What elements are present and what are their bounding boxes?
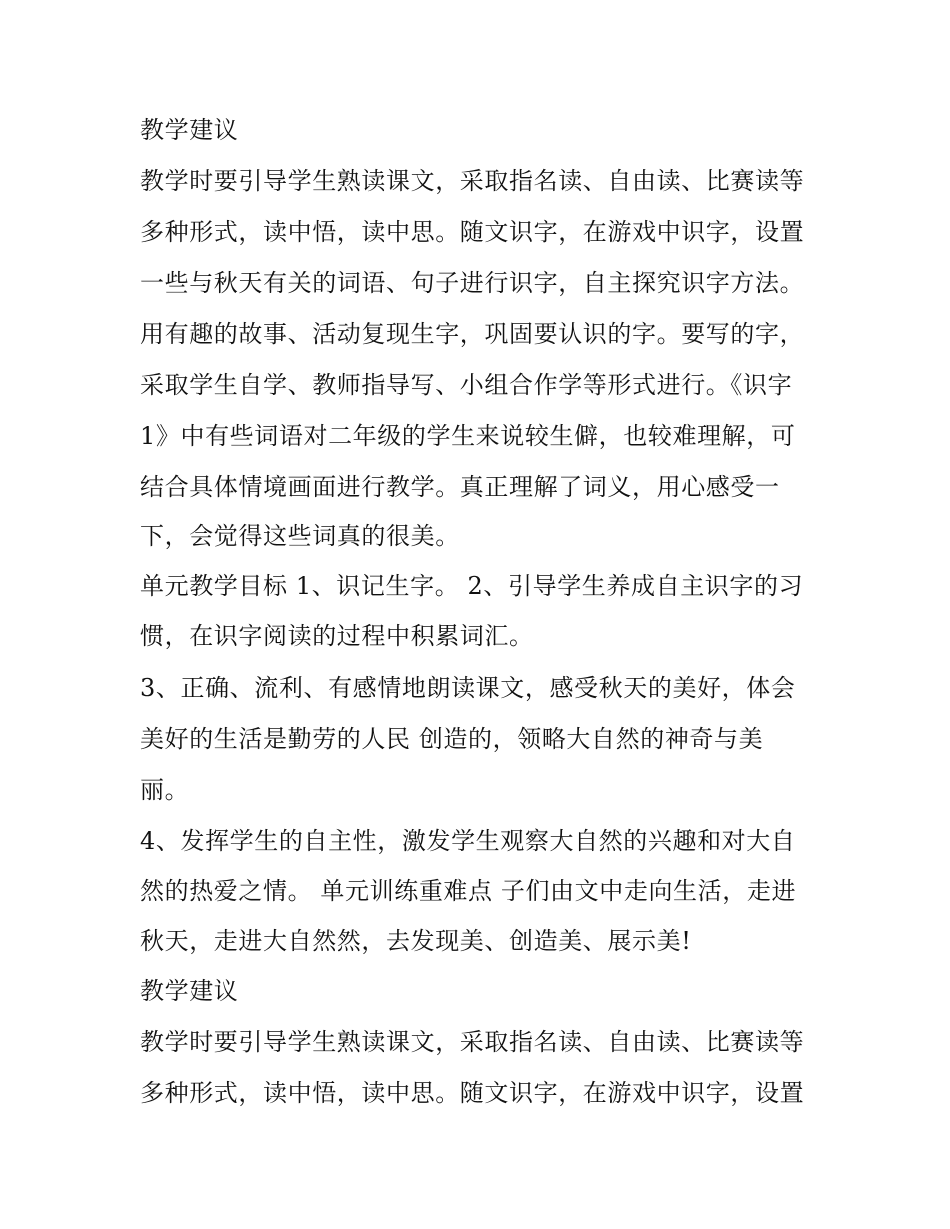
text-line: 用有趣的故事、活动复现生字，巩固要认识的字。要写的字， — [140, 320, 805, 348]
section-heading: 教学建议 — [140, 977, 239, 1005]
text-line: 一些与秋天有关的词语、句子进行识字，自主探究识字方法。 — [140, 269, 805, 297]
text-line: 多种形式，读中悟，读中思。随文识字，在游戏中识字，设置 — [140, 218, 805, 246]
text-line: 秋天，走进大自然然，去发现美、创造美、展示美! — [140, 927, 692, 955]
text-line: 然的热爱之情。 单元训练重难点 子们由文中走向生活，走进 — [140, 877, 797, 905]
section-heading: 教学建议 — [140, 116, 239, 144]
text-line: 美好的生活是勤劳的人民 创造的，领略大自然的神奇与美 — [140, 725, 764, 753]
text-line: 结合具体情境画面进行教学。真正理解了词义，用心感受一 — [140, 473, 780, 501]
text-line: 教学时要引导学生熟读课文，采取指名读、自由读、比赛读等 — [140, 167, 805, 195]
text-line: 惯，在识字阅读的过程中积累词汇。 — [140, 622, 534, 650]
text-line: 单元教学目标 1、识记生字。 2、引导学生养成自主识字的习 — [140, 572, 804, 600]
text-line: 教学时要引导学生熟读课文，采取指名读、自由读、比赛读等 — [140, 1028, 805, 1056]
text-line: 1》中有些词语对二年级的学生来说较生僻，也较难理解，可 — [140, 422, 796, 450]
text-line: 丽。 — [140, 776, 190, 804]
text-line: 下，会觉得这些词真的很美。 — [140, 522, 460, 550]
text-line: 多种形式，读中悟，读中思。随文识字，在游戏中识字，设置 — [140, 1079, 805, 1107]
text-line: 4、发挥学生的自主性，激发学生观察大自然的兴趣和对大自 — [140, 827, 796, 855]
text-line: 3、正确、流利、有感情地朗读课文，感受秋天的美好，体会 — [140, 674, 796, 702]
text-line: 采取学生自学、教师指导写、小组合作学等形式进行。《识字 — [140, 371, 793, 399]
